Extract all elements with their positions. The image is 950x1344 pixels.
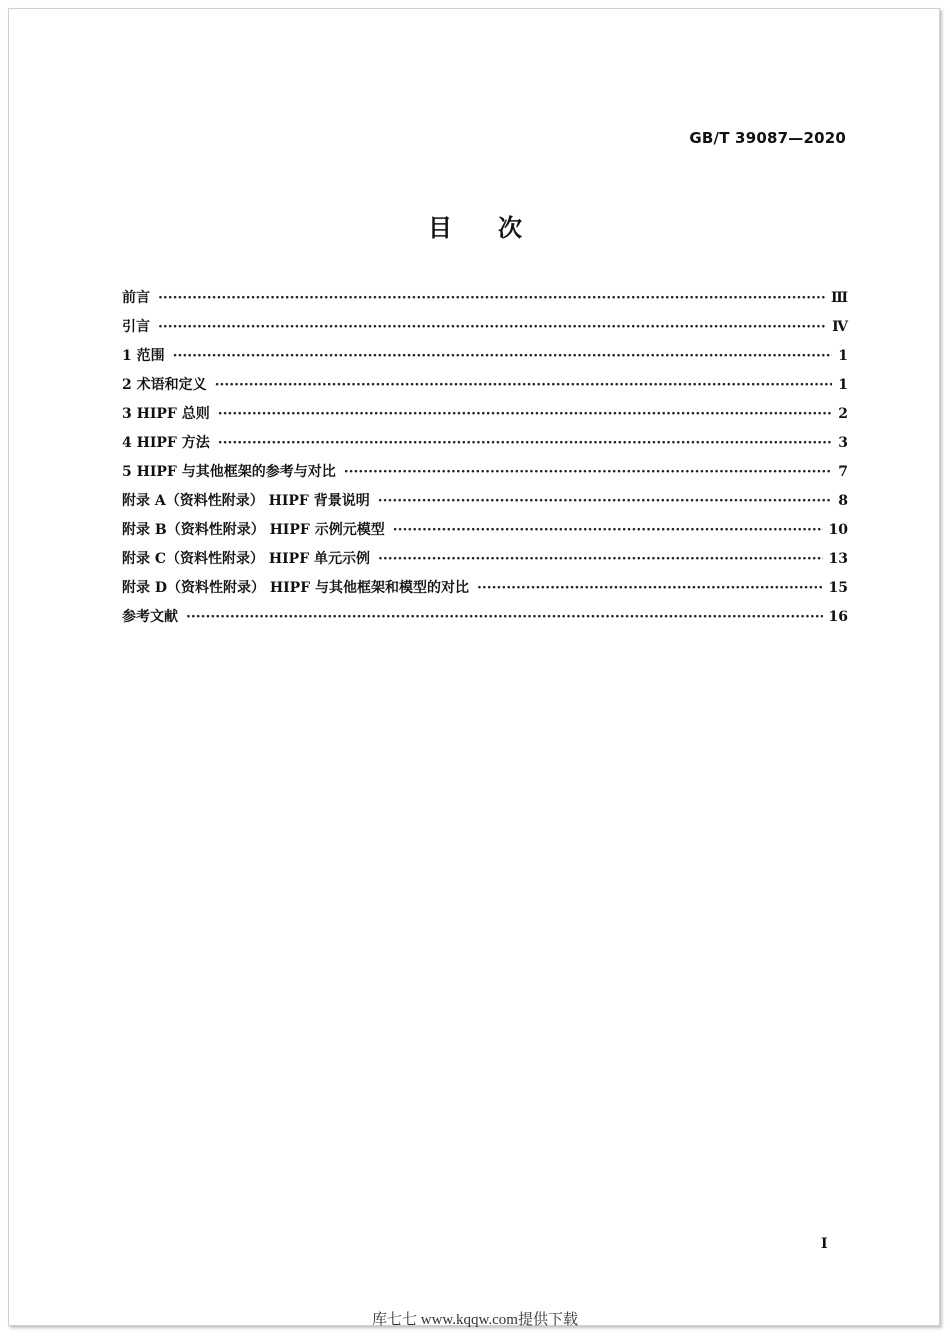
toc-entry-annex-c[interactable] xyxy=(122,548,848,577)
toc-entry-label: 2 术语和定义 xyxy=(122,377,207,393)
toc-entry-label: 附录 B（资料性附录） HIPF 示例元模型 xyxy=(122,522,385,538)
toc-entry-label: 5 HIPF 与其他框架的参考与对比 xyxy=(122,464,336,480)
toc-entry-label: 前言 xyxy=(122,290,150,306)
toc-dot-leader xyxy=(215,377,832,393)
document-page xyxy=(8,8,940,1326)
toc-dot-leader xyxy=(378,551,823,567)
toc-dot-leader xyxy=(158,290,825,306)
toc-dot-leader xyxy=(218,435,832,451)
toc-entry-page: 3 xyxy=(838,435,848,451)
toc-entry-label: 4 HIPF 方法 xyxy=(122,435,210,451)
toc-entry-annex-d[interactable] xyxy=(122,577,848,606)
toc-dot-leader xyxy=(477,580,823,596)
toc-entry-page: 2 xyxy=(838,406,848,422)
toc-dot-leader xyxy=(344,464,832,480)
toc-dot-leader xyxy=(378,493,832,509)
toc-title: 目次 xyxy=(428,214,568,242)
toc-entry-label: 参考文献 xyxy=(122,609,178,625)
toc-entry-page: 1 xyxy=(838,348,848,364)
toc-entry-page: 10 xyxy=(828,522,848,538)
toc-entry-page: 15 xyxy=(828,580,848,596)
toc-entry-scope[interactable] xyxy=(122,345,848,374)
toc-entry-introduction[interactable] xyxy=(122,316,848,345)
toc-dot-leader xyxy=(173,348,832,364)
toc-entry-general[interactable] xyxy=(122,403,848,432)
toc-dot-leader xyxy=(158,319,826,335)
toc-entry-method[interactable] xyxy=(122,432,848,461)
page-number: I xyxy=(821,1236,828,1252)
toc-entry-page: 13 xyxy=(828,551,848,567)
toc-entry-annex-b[interactable] xyxy=(122,519,848,548)
toc-entry-annex-a[interactable] xyxy=(122,490,848,519)
toc-dot-leader xyxy=(393,522,823,538)
toc-entry-label: 附录 D（资料性附录） HIPF 与其他框架和模型的对比 xyxy=(122,580,470,596)
toc-entry-page: 1 xyxy=(838,377,848,393)
table-of-contents xyxy=(122,287,848,635)
toc-entry-page: Ⅳ xyxy=(832,319,848,335)
toc-entry-bibliography[interactable] xyxy=(122,606,848,635)
toc-entry-page: 16 xyxy=(828,609,848,625)
download-watermark: 库七七 www.kqqw.com提供下载 xyxy=(372,1312,578,1328)
toc-entry-label: 附录 A（资料性附录） HIPF 背景说明 xyxy=(122,493,370,509)
toc-dot-leader xyxy=(186,609,823,625)
toc-entry-terms[interactable] xyxy=(122,374,848,403)
toc-entry-label: 3 HIPF 总则 xyxy=(122,406,210,422)
toc-entry-page: Ⅲ xyxy=(830,290,848,306)
toc-entry-comparison[interactable] xyxy=(122,461,848,490)
toc-entry-foreword[interactable] xyxy=(122,287,848,316)
toc-entry-page: 8 xyxy=(838,493,848,509)
toc-entry-label: 引言 xyxy=(122,319,150,335)
standard-number: GB/T 39087—2020 xyxy=(689,129,846,147)
toc-entry-label: 附录 C（资料性附录） HIPF 单元示例 xyxy=(122,551,371,567)
toc-entry-page: 7 xyxy=(838,464,848,480)
toc-dot-leader xyxy=(218,406,832,422)
toc-entry-label: 1 范围 xyxy=(122,348,165,364)
